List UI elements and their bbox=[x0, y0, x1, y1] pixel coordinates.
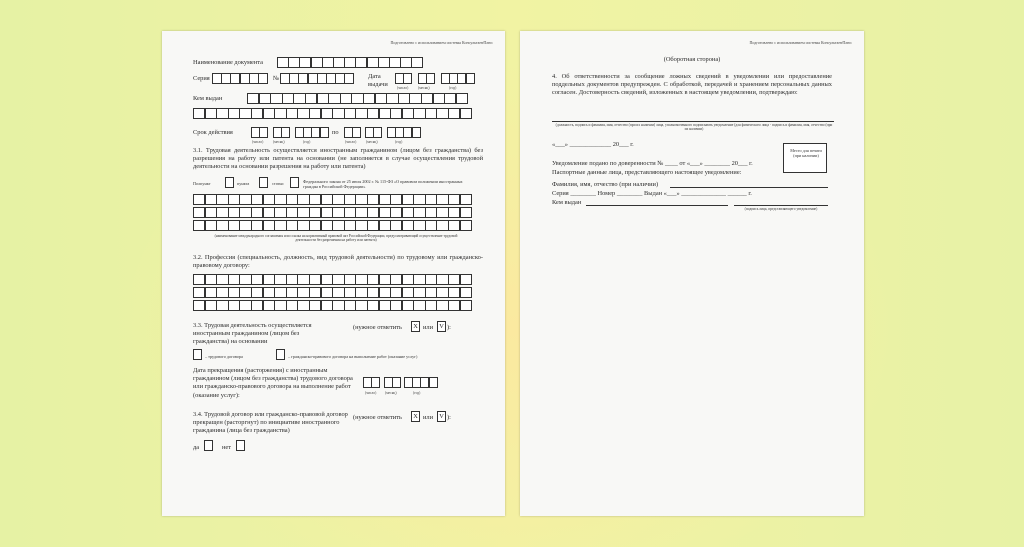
reverse-side-title: (Оборотная сторона) bbox=[663, 56, 721, 63]
termination-day bbox=[363, 377, 379, 388]
mark-needed-1: (нужное отметить bbox=[353, 324, 402, 331]
proxy-line: Уведомление подано по доверенности № ____ от «___» ________ 20___ г. bbox=[552, 160, 753, 167]
paren-close-1: ): bbox=[447, 324, 451, 331]
paren-close-2: ): bbox=[447, 414, 451, 421]
page-header-2: Подготовлено с использованием системы КонсультантПлюс bbox=[749, 40, 852, 45]
series-cells bbox=[212, 73, 267, 84]
section-3-3: 3.3. Трудовая деятельность осуществляется иностранным гражданином (лицом без гражданства) на основании bbox=[193, 322, 312, 346]
validity-from-month bbox=[273, 127, 289, 138]
profession-row2 bbox=[193, 287, 471, 298]
number-cells bbox=[280, 73, 354, 84]
basis-row2 bbox=[193, 207, 471, 218]
no-checkbox[interactable] bbox=[236, 440, 245, 451]
signature-note-1: (должность, подпись и фамилия, имя, отчество (при их наличии) лица, уполномоченного подписывать уведомление (для физического лица - подпись и фамилия, имя, отчество (при их наличии) bbox=[555, 123, 833, 132]
mark-x-box-2: X bbox=[411, 411, 420, 422]
yes-checkbox[interactable] bbox=[204, 440, 213, 451]
termination-date-label: Дата прекращения (расторжения) с иностранным гражданином (лицом без гражданства) трудового договора или гражданско-правового договора на выполнение работ (оказание услуг): bbox=[193, 367, 353, 399]
civil-contract-label: – гражданско-правового договора на выполнение работ (оказание услуг) bbox=[288, 354, 418, 359]
item-box[interactable] bbox=[259, 177, 268, 188]
passport-series-line: Серия ________ Номер ________ Выдан «___» ______________ ______ г. bbox=[552, 190, 752, 197]
mark-needed-2: (нужное отметить bbox=[353, 414, 402, 421]
mark-v-box-2: V bbox=[437, 411, 446, 422]
label-series: Серия bbox=[193, 75, 210, 82]
mark-v-box-1: V bbox=[437, 321, 446, 332]
labor-contract-label: – трудового договора bbox=[205, 354, 243, 359]
sub-day-2: (число) bbox=[252, 140, 264, 144]
basis-note: (наименование международного соглашения или ссылка на нормативный правовой акт Российской Федерации, предусматривающий осуществление трудовой деятельности без разрешения на работу или патента) bbox=[214, 234, 458, 243]
issue-date-cells bbox=[395, 73, 411, 84]
sub-year-3: (год) bbox=[395, 140, 403, 144]
validity-to-day bbox=[344, 127, 360, 138]
sub-month-4: (месяц) bbox=[385, 391, 397, 395]
page-header: Подготовлено с использованием системы КонсультантПлюс bbox=[390, 40, 493, 45]
label-item: пункта bbox=[237, 181, 250, 186]
termination-year bbox=[404, 377, 437, 388]
validity-from-year bbox=[295, 127, 328, 138]
sub-year-4: (год) bbox=[413, 391, 421, 395]
profession-row3 bbox=[193, 300, 471, 311]
sub-day-3: (число) bbox=[345, 140, 357, 144]
or-1: или bbox=[423, 324, 434, 331]
article-box[interactable] bbox=[290, 177, 299, 188]
no-label: нет bbox=[222, 444, 232, 451]
section-3-2: 3.2. Профессия (специальность, должность, вид трудовой деятельности) по трудовому или гражданско-правовому договору: bbox=[193, 254, 483, 270]
signature-line-2 bbox=[734, 205, 828, 206]
label-doc-name: Наименование документа bbox=[193, 59, 263, 66]
yes-label: да bbox=[193, 444, 200, 451]
validity-to-year bbox=[387, 127, 420, 138]
fio-line bbox=[670, 187, 828, 188]
sub-month: (месяц) bbox=[418, 86, 430, 90]
validity-from-day bbox=[251, 127, 267, 138]
label-issue-date: Дата выдачи bbox=[368, 73, 388, 89]
issued-by-label-2: Кем выдан bbox=[552, 199, 582, 206]
sub-day: (число) bbox=[397, 86, 409, 90]
form-page-back bbox=[520, 31, 864, 516]
mark-x-box-1: X bbox=[411, 321, 420, 332]
form-page-front bbox=[162, 31, 505, 516]
section-3-1: 3.1. Трудовая деятельность осуществляется иностранным гражданином (лицом без гражданства) без разрешения на работу или патента на основании (не заполняется в случае осуществления трудовой деятельности на основании разрешения на работу или патента) bbox=[193, 147, 483, 171]
section-3-4: 3.4. Трудовой договор или гражданско-правовой договор прекращен (расторгнут) по инициативе иностранного гражданина (лица без гражданства) bbox=[193, 411, 348, 435]
basis-row3 bbox=[193, 220, 471, 231]
issue-month-cells bbox=[418, 73, 434, 84]
labor-contract-checkbox[interactable] bbox=[193, 349, 202, 360]
issued-by-row1 bbox=[247, 93, 467, 104]
issued-by-row2 bbox=[193, 108, 471, 119]
validity-to-month bbox=[365, 127, 381, 138]
termination-month bbox=[384, 377, 400, 388]
label-validity: Срок действия bbox=[193, 129, 233, 136]
subpoint-box[interactable] bbox=[225, 177, 234, 188]
passport-data-label: Паспортные данные лица, представляющего настоящее уведомление: bbox=[552, 169, 742, 176]
doc-name-cells bbox=[277, 57, 423, 68]
stamp-place-label: Место для печати (при наличии) bbox=[790, 148, 822, 158]
signature-note-2: (подпись лица, представляющего уведомление) bbox=[744, 207, 818, 211]
date-line-1: «___» _____________ 20___ г. bbox=[552, 141, 634, 148]
section-4: 4. Об ответственности за сообщение ложных сведений в уведомлении или предоставление поддельных документов предупрежден. С обработкой, передачей и хранением персональных данных согласен. Достоверность сведений, изложенных в настоящем уведомлении, подтверждаю: bbox=[552, 73, 832, 97]
fio-label: Фамилия, имя, отчество (при наличии) bbox=[552, 181, 659, 188]
sub-day-4: (число) bbox=[365, 391, 377, 395]
issue-year-cells bbox=[441, 73, 474, 84]
sub-year-2: (год) bbox=[303, 140, 311, 144]
label-to: по bbox=[332, 129, 339, 136]
profession-row1 bbox=[193, 274, 471, 285]
signature-line-1 bbox=[552, 121, 834, 122]
stamp-place-box bbox=[783, 143, 827, 173]
label-subpoint: Полпункт bbox=[193, 181, 211, 186]
law-reference: Федерального закона от 25 июля 2002 г. № 115-ФЗ «О правовом положении иностранных граждан в Российской Федерации» bbox=[303, 179, 463, 189]
sub-month-2: (месяц) bbox=[273, 140, 285, 144]
label-article: статьи bbox=[272, 181, 284, 186]
issued-by-line bbox=[586, 205, 728, 206]
sub-month-3: (месяц) bbox=[366, 140, 378, 144]
label-number: № bbox=[273, 75, 280, 82]
label-issued-by: Кем выдан bbox=[193, 95, 223, 102]
civil-contract-checkbox[interactable] bbox=[276, 349, 285, 360]
or-2: или bbox=[423, 414, 434, 421]
sub-year: (год) bbox=[449, 86, 457, 90]
basis-row1 bbox=[193, 194, 471, 205]
